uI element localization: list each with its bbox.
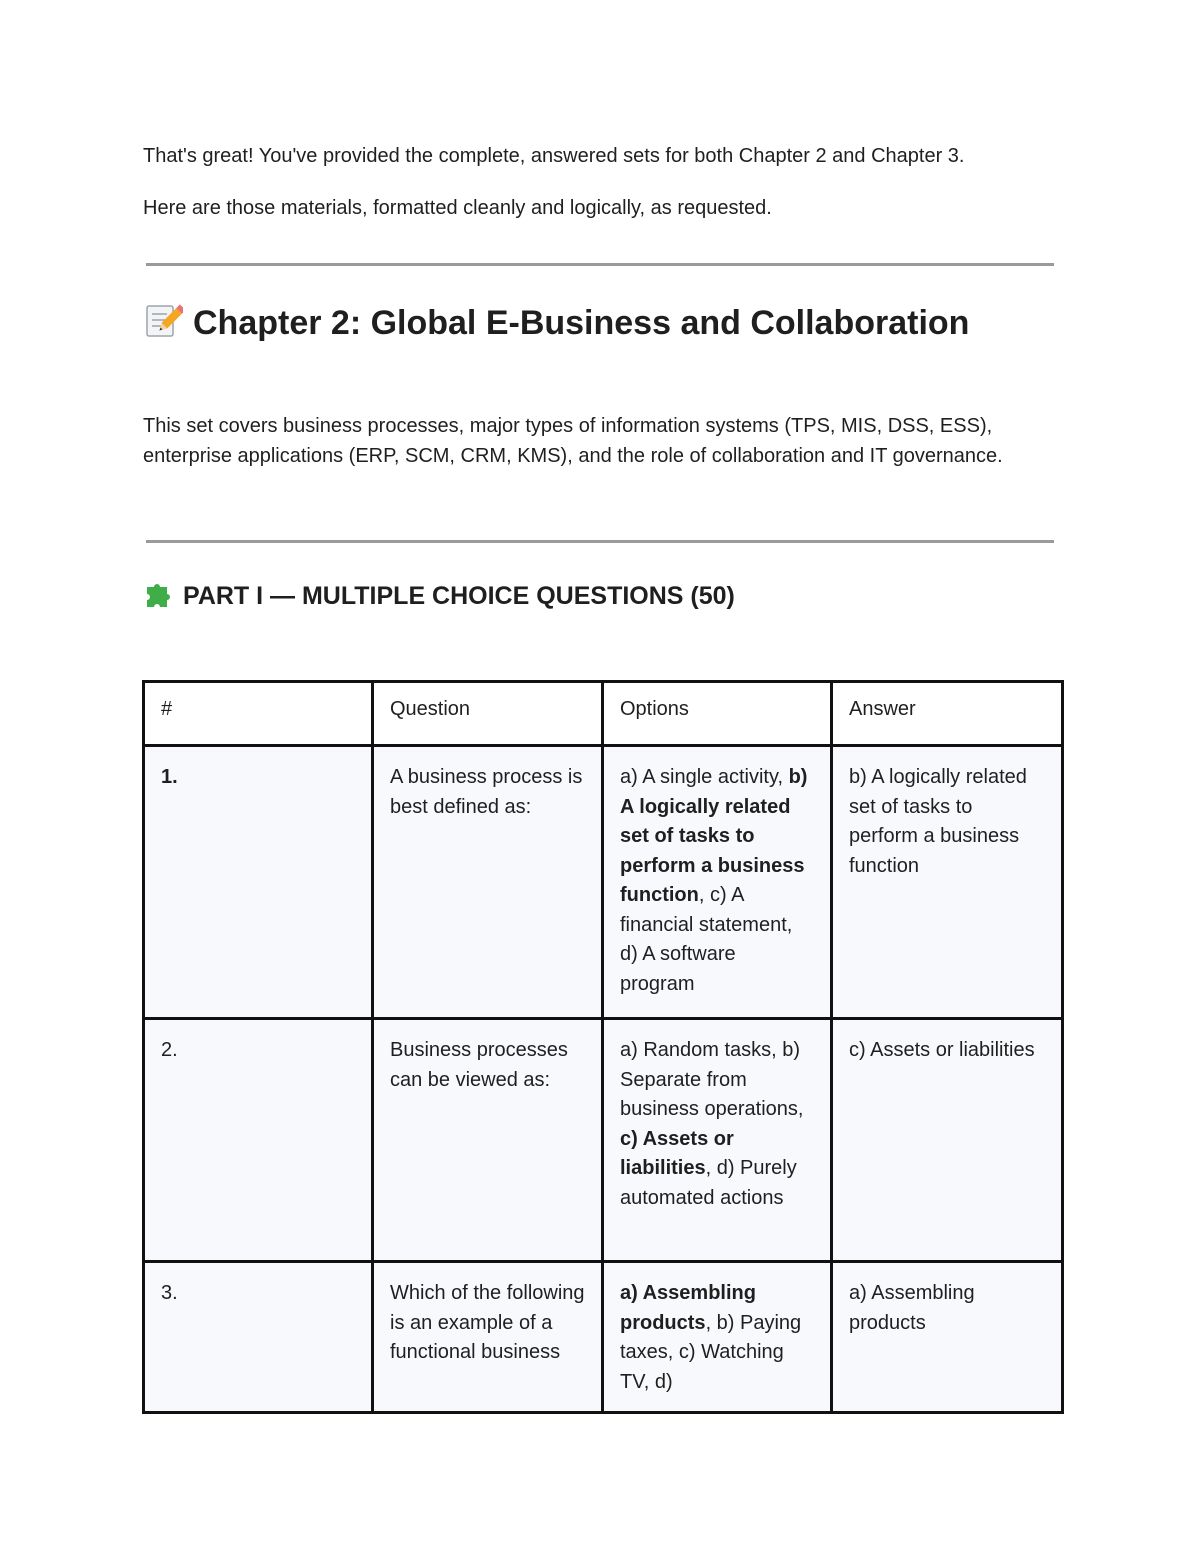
- part-title: [143, 577, 735, 615]
- header-answer: Answer: [832, 682, 1063, 746]
- part-title-text: PART I — MULTIPLE CHOICE QUESTIONS (50): [183, 582, 735, 610]
- chapter-title-text: Chapter 2: Global E-Business and Collaboration: [193, 304, 970, 342]
- mcq-table: [142, 680, 1064, 1414]
- row-number-text: 1.: [161, 766, 178, 788]
- row-options: [603, 746, 832, 1019]
- correct-option-text: a) Assembling products: [620, 1282, 756, 1334]
- row-question: A business process is best defined as:: [373, 746, 603, 1019]
- intro-line-2: Here are those materials, formatted cleanly and logically, as requested.: [143, 197, 772, 219]
- intro-line-1: That's great! You've provided the complete, answered sets for both Chapter 2 and Chapter 3.: [143, 145, 965, 167]
- table-row: [144, 1262, 1063, 1413]
- options-text: a) A single activity,: [620, 766, 789, 788]
- memo-pencil-icon: [143, 300, 183, 340]
- chapter-title: [143, 298, 969, 348]
- chapter-description: This set covers business processes, major types of information systems (TPS, MIS, DSS, ESS), enterprise applications (ERP, SCM, CRM, KMS), and the role of collaboration and IT governance.: [143, 415, 1003, 467]
- options-text: , b) Paying taxes, c) Watching TV, d): [620, 1311, 802, 1393]
- options-text: , c) A financial statement, d) A software program: [620, 884, 793, 995]
- table-header-row: [144, 682, 1063, 746]
- header-question: Question: [373, 682, 603, 746]
- table-row: [144, 1019, 1063, 1262]
- row-number: [144, 746, 373, 1019]
- horizontal-rule: [146, 540, 1054, 543]
- header-options: Options: [603, 682, 832, 746]
- row-question: Which of the following is an example of a functional business: [373, 1262, 603, 1413]
- correct-option-text: b) A logically related set of tasks to perform a business function: [620, 766, 808, 906]
- row-answer: b) A logically related set of tasks to perform a business function: [832, 746, 1063, 1019]
- table-row: [144, 746, 1063, 1019]
- row-options: [603, 1019, 832, 1262]
- row-answer: c) Assets or liabilities: [832, 1019, 1063, 1262]
- horizontal-rule: [146, 263, 1054, 266]
- options-text: , d) Purely automated actions: [620, 1157, 797, 1209]
- row-answer: a) Assembling products: [832, 1262, 1063, 1413]
- row-question: Business processes can be viewed as:: [373, 1019, 603, 1262]
- row-options: [603, 1262, 832, 1413]
- row-number: 3.: [144, 1262, 373, 1413]
- correct-option-text: c) Assets or liabilities: [620, 1127, 734, 1179]
- header-number: #: [144, 682, 373, 746]
- puzzle-piece-icon: [143, 577, 175, 609]
- row-number: 2.: [144, 1019, 373, 1262]
- options-text: a) Random tasks, b) Separate from business operations,: [620, 1039, 804, 1120]
